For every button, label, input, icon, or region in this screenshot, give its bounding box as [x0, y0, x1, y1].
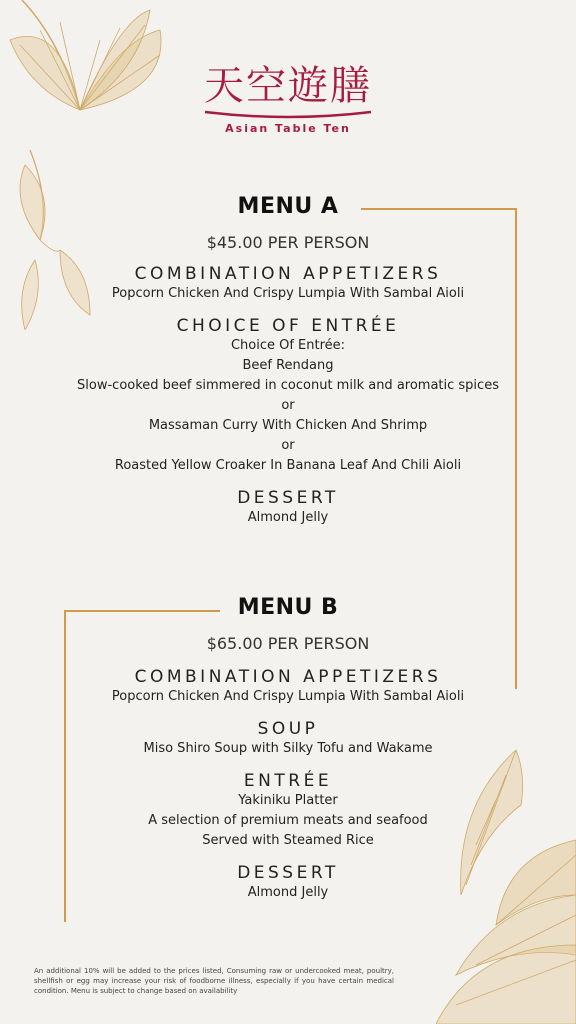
logo-underline-arc — [203, 110, 373, 120]
menu-b-appetizers-title: COMBINATION APPETIZERS — [134, 667, 442, 687]
menu-b-soup-item: Miso Shiro Soup with Silky Tofu and Wakame — [143, 741, 433, 756]
menu-a-entree-line: or — [281, 438, 295, 453]
menu-a-dessert-item: Almond Jelly — [247, 510, 329, 525]
menu-a-entree-line: Choice Of Entrée: — [230, 338, 346, 353]
menu-a-entree-line: Massaman Curry With Chicken And Shrimp — [148, 418, 428, 433]
menu-a-dessert-title: DESSERT — [237, 488, 339, 508]
menu-b-appetizers-item: Popcorn Chicken And Crispy Lumpia With Sambal Aioli — [111, 689, 465, 704]
menu-a-appetizers-item: Popcorn Chicken And Crispy Lumpia With Sambal Aioli — [111, 286, 465, 301]
menu-a-entree-title: CHOICE OF ENTRÉE — [176, 316, 400, 336]
brand-name-english: Asian Table Ten — [225, 122, 351, 135]
menu-a-entree-line: or — [281, 398, 295, 413]
menu-a-price: $45.00 PER PERSON — [206, 233, 370, 252]
menu-b-dessert-title: DESSERT — [237, 863, 339, 883]
menu-a-entree-line: Roasted Yellow Croaker In Banana Leaf And Chili Aioli — [114, 458, 462, 473]
menu-a — [0, 194, 576, 528]
menu-b-entree-line: A selection of premium meats and seafood — [148, 813, 428, 828]
menu-b-title: MENU B — [237, 595, 339, 620]
menu-a-title: MENU A — [237, 194, 339, 219]
menu-b-dessert-item: Almond Jelly — [247, 885, 329, 900]
menu-a-entree-line: Beef Rendang — [242, 358, 334, 373]
brand-name-chinese: 天空遊膳 — [204, 63, 372, 109]
menu-b-price: $65.00 PER PERSON — [206, 634, 370, 653]
menu-a-entree-line: Slow-cooked beef simmered in coconut milk and aromatic spices — [77, 378, 499, 393]
disclaimer-text: An additional 10% will be added to the prices listed, Consuming raw or undercooked meat, poultry, shellfish or egg may increase your risk of foodborne illness, especially if you have certain medical condition. Menu is subject to change based on availability — [34, 967, 394, 995]
menu-b-soup-title: SOUP — [257, 719, 319, 739]
menu-b-entree-line: Served with Steamed Rice — [202, 833, 374, 848]
menu-b-entree-title: ENTRÉE — [243, 771, 333, 791]
brand-logo — [0, 62, 576, 135]
menu-b-entree-line: Yakiniku Platter — [238, 793, 338, 808]
menu-a-appetizers-title: COMBINATION APPETIZERS — [134, 264, 442, 284]
menu-b — [0, 595, 576, 903]
